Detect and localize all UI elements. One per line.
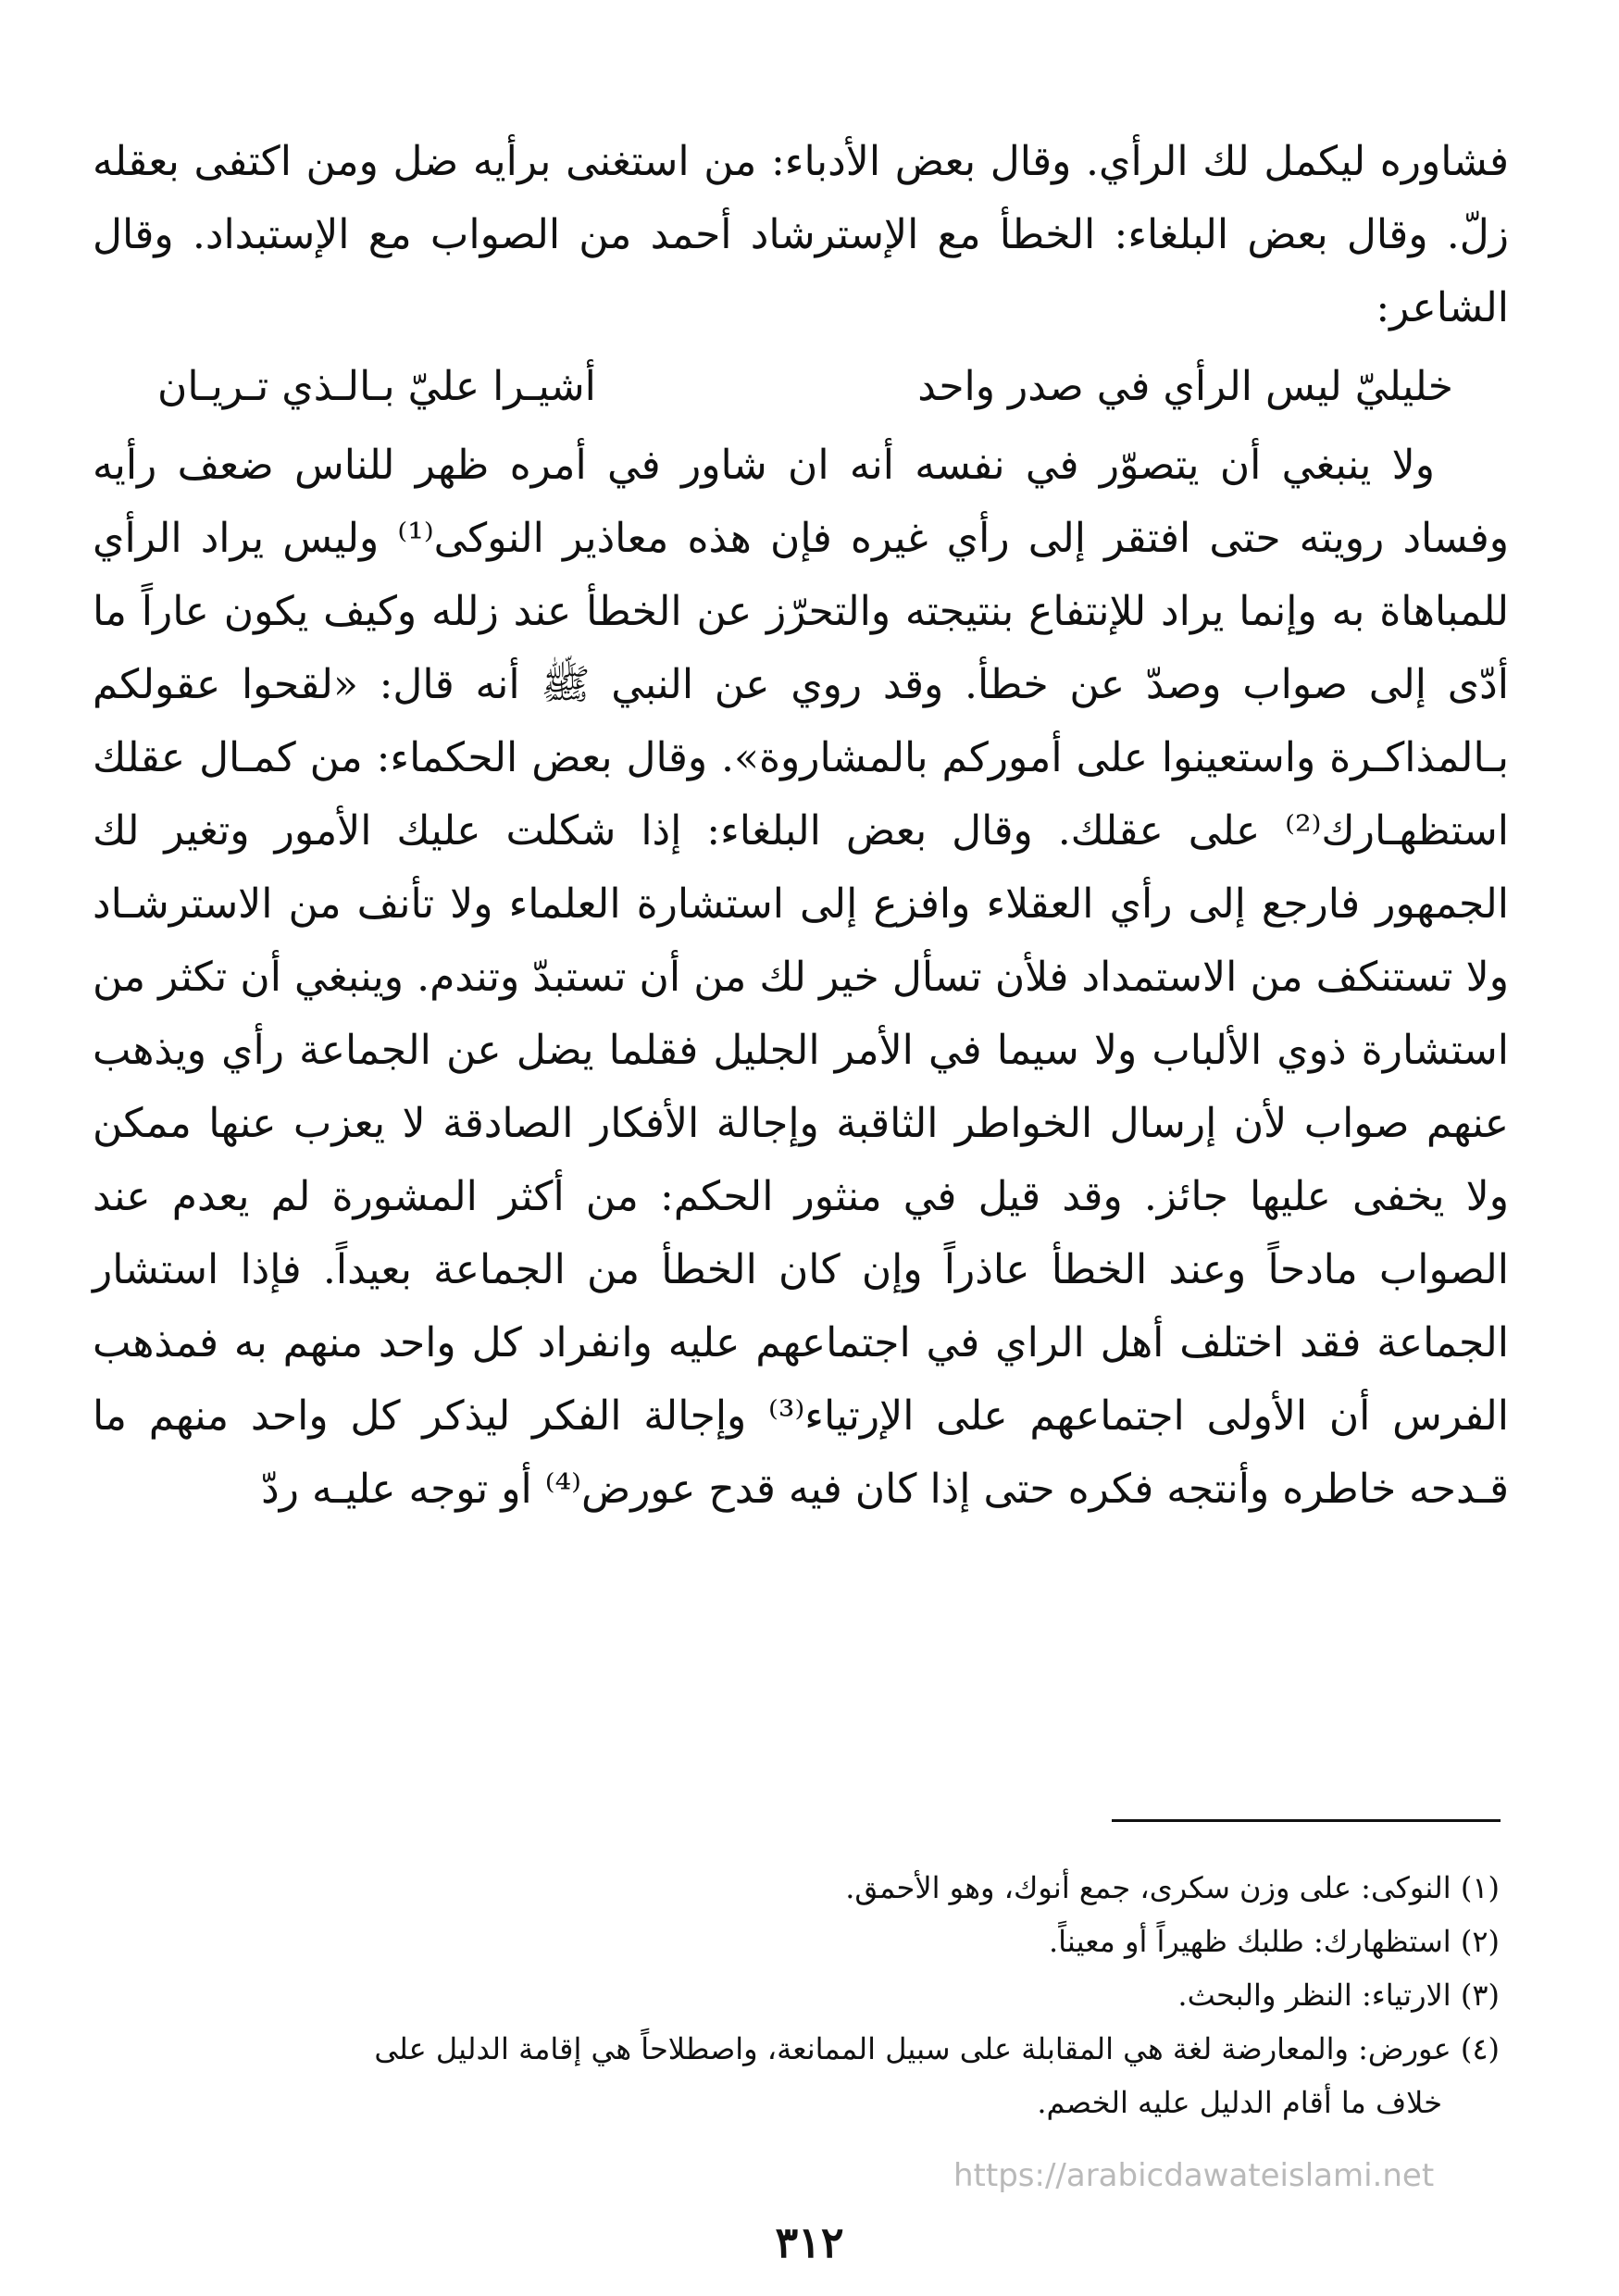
verse-first-hemistich: خليليّ ليس الرأي في صدر واحد [917, 363, 1453, 410]
footnote-3: (٣) الارتياء: النظر والبحث. [1177, 1978, 1500, 2013]
footnote-4-line-2: خلاف ما أقام الدليل عليه الخصم. [1037, 2085, 1442, 2120]
paragraph-opening: فشاوره ليكمل لك الرأي. وقال بعض الأدباء: من استغنى برأيه ضل ومن اكتفى بعقله زلّ. وقال بعض البلغاء: الخطأ مع الإسترشاد أحمد من الصواب مع الإستبداد. وقال الشاعر: [93, 138, 1509, 331]
verse-second-hemistich: أشيـرا عليّ بـالـذي تـريـان [157, 363, 596, 410]
watermark-url: https://arabicdawateislami.net [953, 2157, 1435, 2194]
footnote-4-line-1: (٤) عورض: والمعارضة لغة هي المقابلة على سبيل الممانعة، واصطلاحاً هي إقامة الدليل على [374, 2031, 1500, 2066]
paragraph-main: ولا ينبغي أن يتصوّر في نفسه أنه ان شاور في أمره ظهر للناس ضعف رأيه وفساد رويته حتى افتقر إلى رأي غيره فإن هذه معاذير النوكى⁽¹⁾ وليس يراد الرأي للمباهاة به وإنما يراد للإنتفاع بنتيجته والتحرّز عن الخطأ عند زلله وكيف يكون عاراً ما أدّى إلى صواب وصدّ عن خطأ. وقد روي عن النبي ﷺ أنه قال: «لقحوا عقولكم بـالمذاكـرة واستعينوا على أموركم بالمشاروة». وقال بعض الحكماء: من كمـال عقلك استظهـارك⁽²⁾ على عقلك. وقال بعض البلغاء: إذا شكلت عليك الأمور وتغير لك الجمهور فارجع إلى رأي العقلاء وافزع إلى استشارة العلماء ولا تأنف من الاسترشـاد ولا تستنكف من الاستمداد فلأن تسأل خير لك من أن تستبدّ وتندم. وينبغي أن تكثر من استشارة ذوي الألباب ولا سيما في الأمر الجليل فقلما يضل عن الجماعة رأي ويذهب عنهم صواب لأن إرسال الخواطر الثاقبة وإجالة الأفكار الصادقة لا يعزب عنها ممكن ولا يخفى عليها جائز. وقد قيل في منثور الحكم: من أكثر المشورة لم يعدم عند الصواب مادحاً وعند الخطأ عاذراً وإن كان الخطأ من الجماعة بعيداً. فإذا استشار الجماعة فقد اختلف أهل الراي في اجتماعهم عليه وانفراد كل واحد منهم به فمذهب الفرس أن الأولى اجتماعهم على الإرتياء⁽³⁾ وإجالة الفكر ليذكر كل واحد منهم ما قـدحه خاطره وأنتجه فكره حتى إذا كان فيه قدح عورض⁽⁴⁾ أو توجه عليـه ردّ [93, 442, 1510, 1513]
main-text-block [93, 125, 1509, 1526]
footnote-1: (١) النوكى: على وزن سكرى، جمع أنوك، وهو الأحمق. [845, 1870, 1500, 1905]
footnote-divider [1112, 1819, 1501, 1822]
page-number: ٣١٢ [775, 2217, 844, 2267]
poem-verse [93, 344, 1509, 429]
footnotes-section [93, 1861, 1500, 2129]
footnote-4 [93, 2022, 1500, 2129]
footnote-2: (٢) استظهارك: طلبك ظهيراً أو معيناً. [1049, 1924, 1500, 1959]
